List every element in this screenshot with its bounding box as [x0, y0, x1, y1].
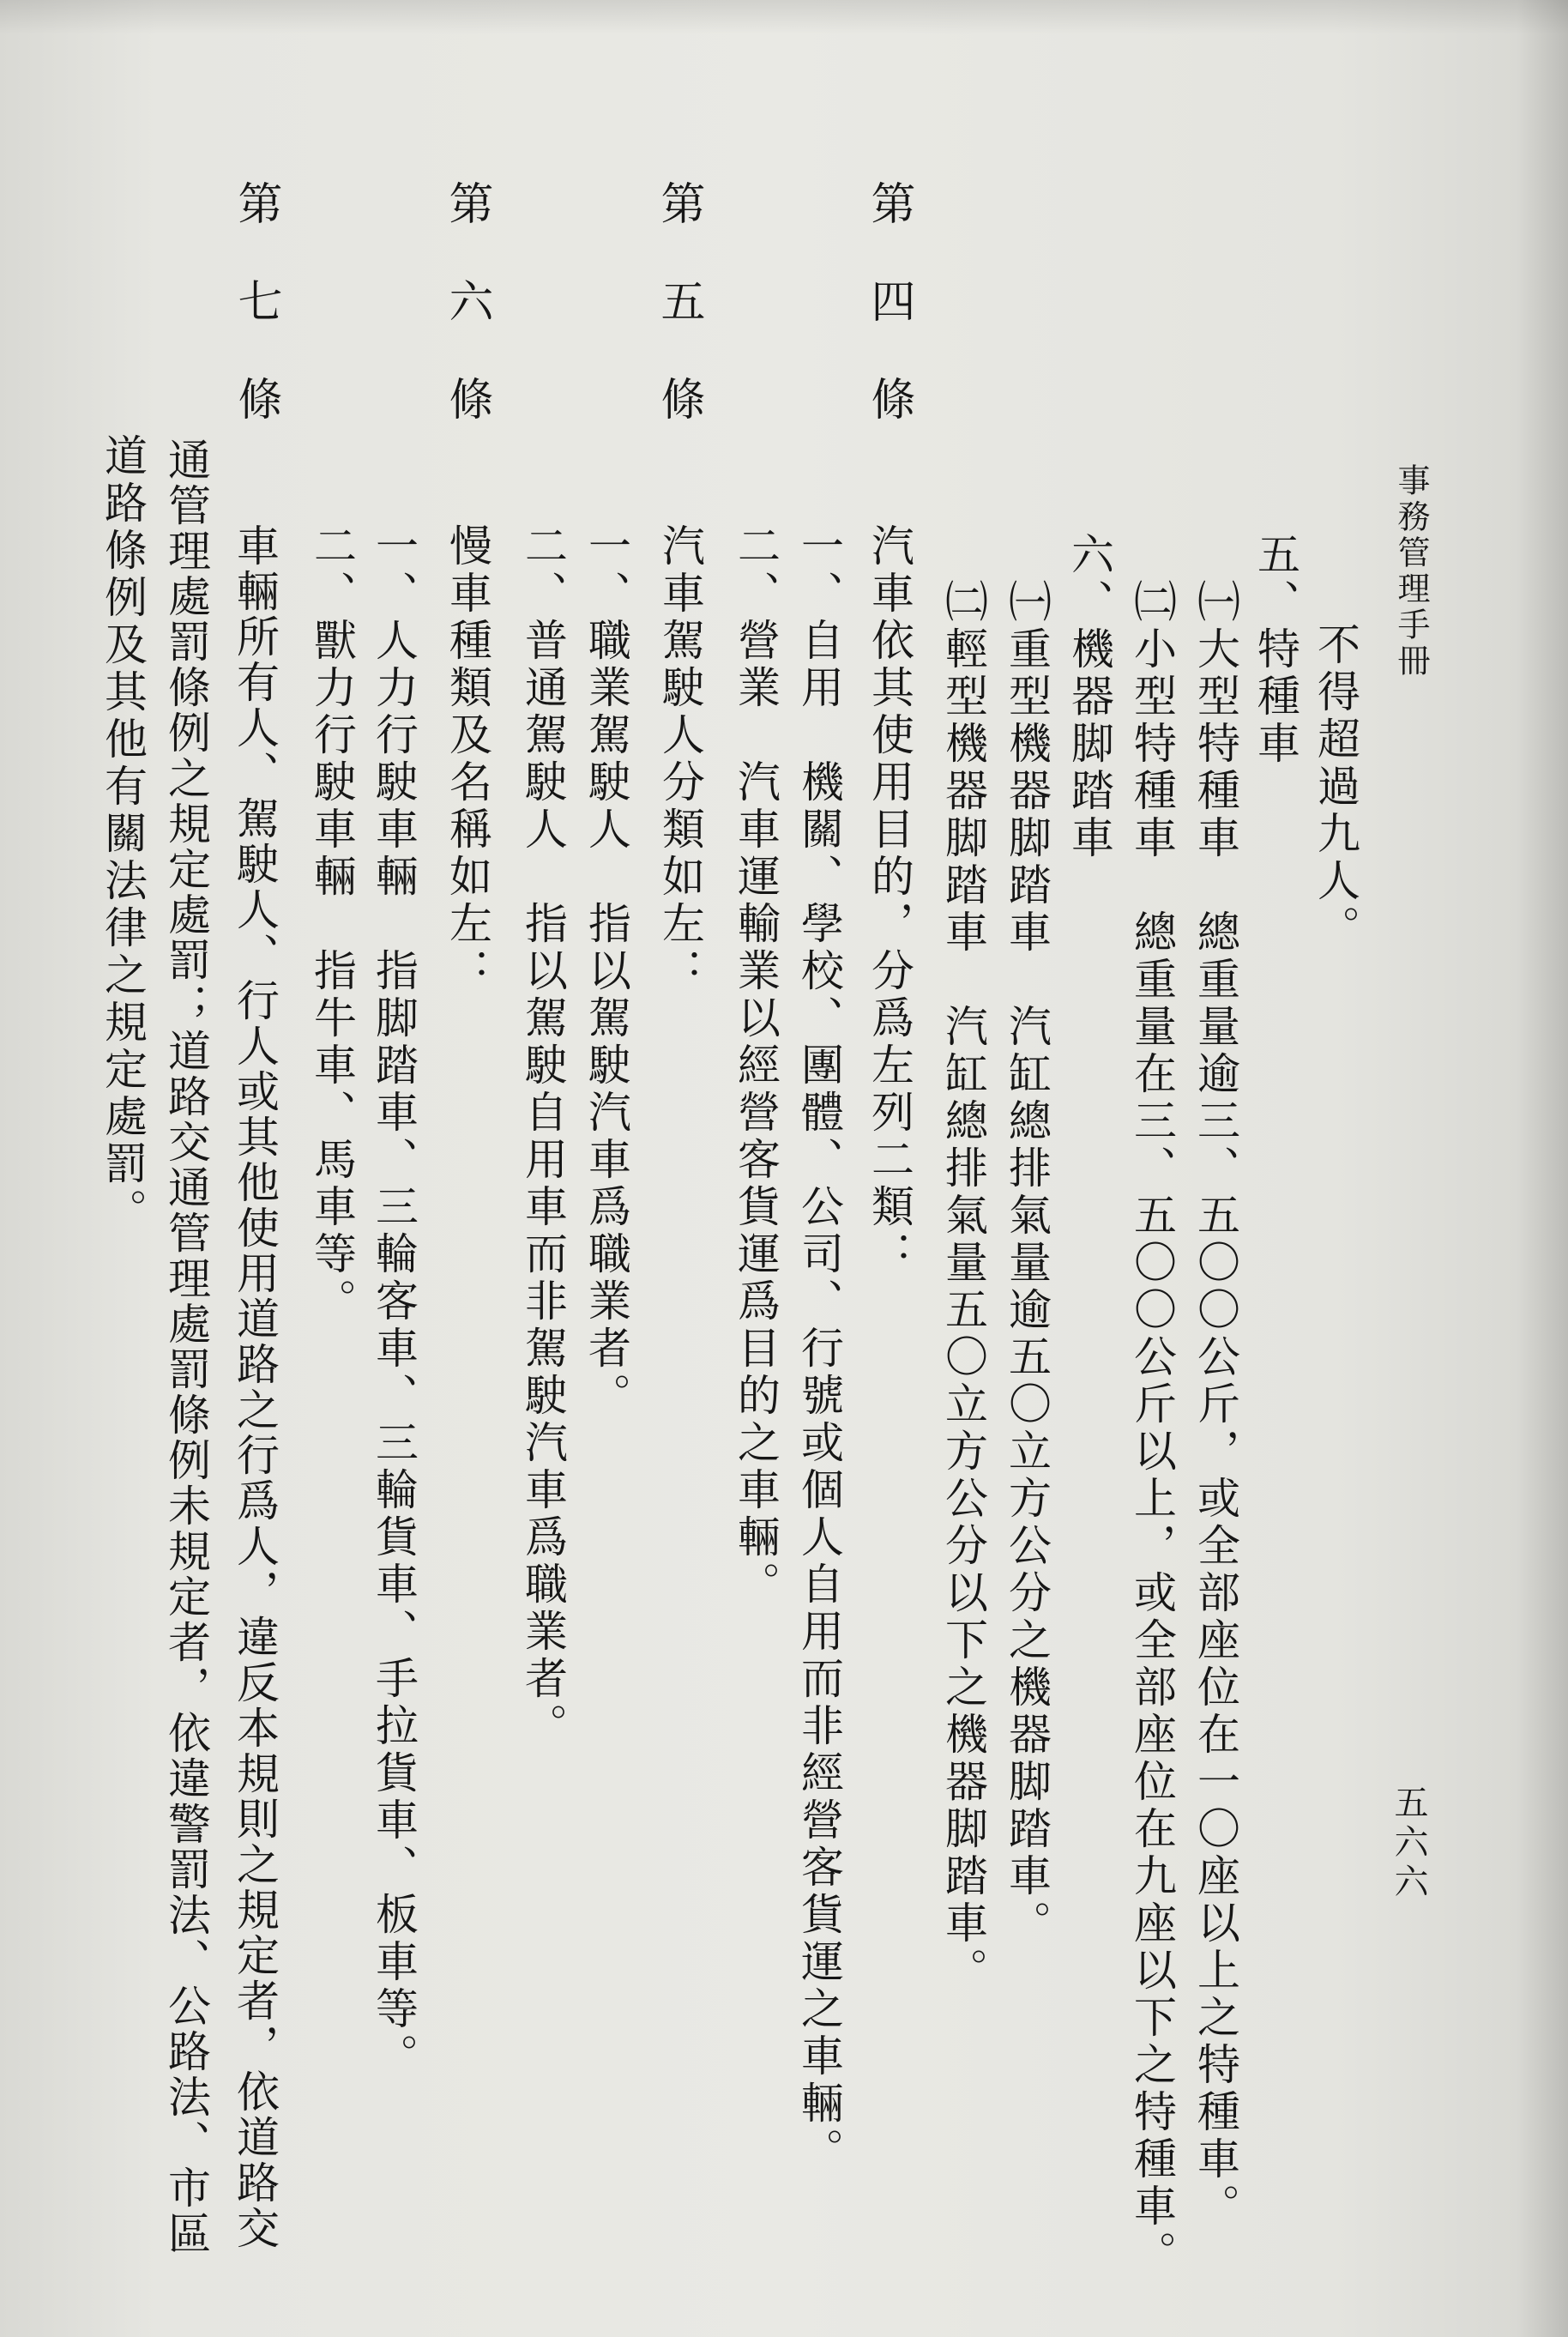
list-item: 一、自用 機關、學校、團體、公司、行號或個人自用而非經營客貨運之車輛。 — [794, 523, 844, 2175]
list-item: 二、營業 汽車運輸業以經營客貨運爲目的之車輛。 — [731, 523, 781, 1609]
article-text: 汽車駕駛人分類如左： — [655, 523, 705, 995]
sub-item: ㈠重型機器脚踏車 汽缸總排氣量逾五〇立方公分之機器脚踏車。 — [1002, 579, 1052, 1948]
text-line: 不得超過九人。 — [1311, 622, 1360, 952]
running-header-title: 事務管理手冊 — [1392, 463, 1430, 679]
article-text: 道路條例及其他有關法律之規定處罰。 — [98, 433, 148, 1235]
item-heading: 五、特種車 — [1251, 532, 1300, 768]
article-label: 第五條 — [653, 180, 704, 474]
item-heading: 六、機器脚踏車 — [1064, 532, 1114, 862]
article-label: 第七條 — [230, 180, 281, 474]
article-text: 通管理處罰條例之規定處罰；道路交通管理處罰條例未規定者，依違警罰法、公路法、市區 — [161, 438, 211, 2256]
page-number: 五六六 — [1389, 1784, 1428, 1903]
list-item: 一、職業駕駛人 指以駕駛汽車爲職業者。 — [582, 523, 631, 1420]
article-label: 第四條 — [863, 180, 914, 474]
list-item: 二、獸力行駛車輛 指牛車、馬車等。 — [307, 523, 357, 1326]
sub-item: ㈡小型特種車 總重量在三、五〇〇公斤以上，或全部座位在九座以下之特種車。 — [1127, 579, 1177, 2278]
list-item: 二、普通駕駛人 指以駕駛自用車而非駕駛汽車爲職業者。 — [518, 523, 568, 1750]
article-text: 車輛所有人、駕駛人、行人或其他使用道路之行爲人，違反本規則之規定者，依道路交 — [230, 523, 280, 2251]
sub-item: ㈠大型特種車 總重量逾三、五〇〇公斤，或全部座位在一〇座以上之特種車。 — [1191, 579, 1240, 2231]
page-top-shadow — [0, 0, 1568, 34]
article-text: 慢車種類及名稱如左： — [443, 523, 492, 995]
page-binding-shadow — [1517, 0, 1568, 2337]
article-label: 第六條 — [441, 180, 492, 474]
article-text: 汽車依其使用目的，分爲左列二類： — [865, 523, 914, 1278]
sub-item: ㈡輕型機器脚踏車 汽缸總排氣量五〇立方公分以下之機器脚踏車。 — [938, 579, 988, 1995]
list-item: 一、人力行駛車輛 指脚踏車、三輪客車、三輪貨車、手拉貨車、板車等。 — [369, 523, 419, 2080]
